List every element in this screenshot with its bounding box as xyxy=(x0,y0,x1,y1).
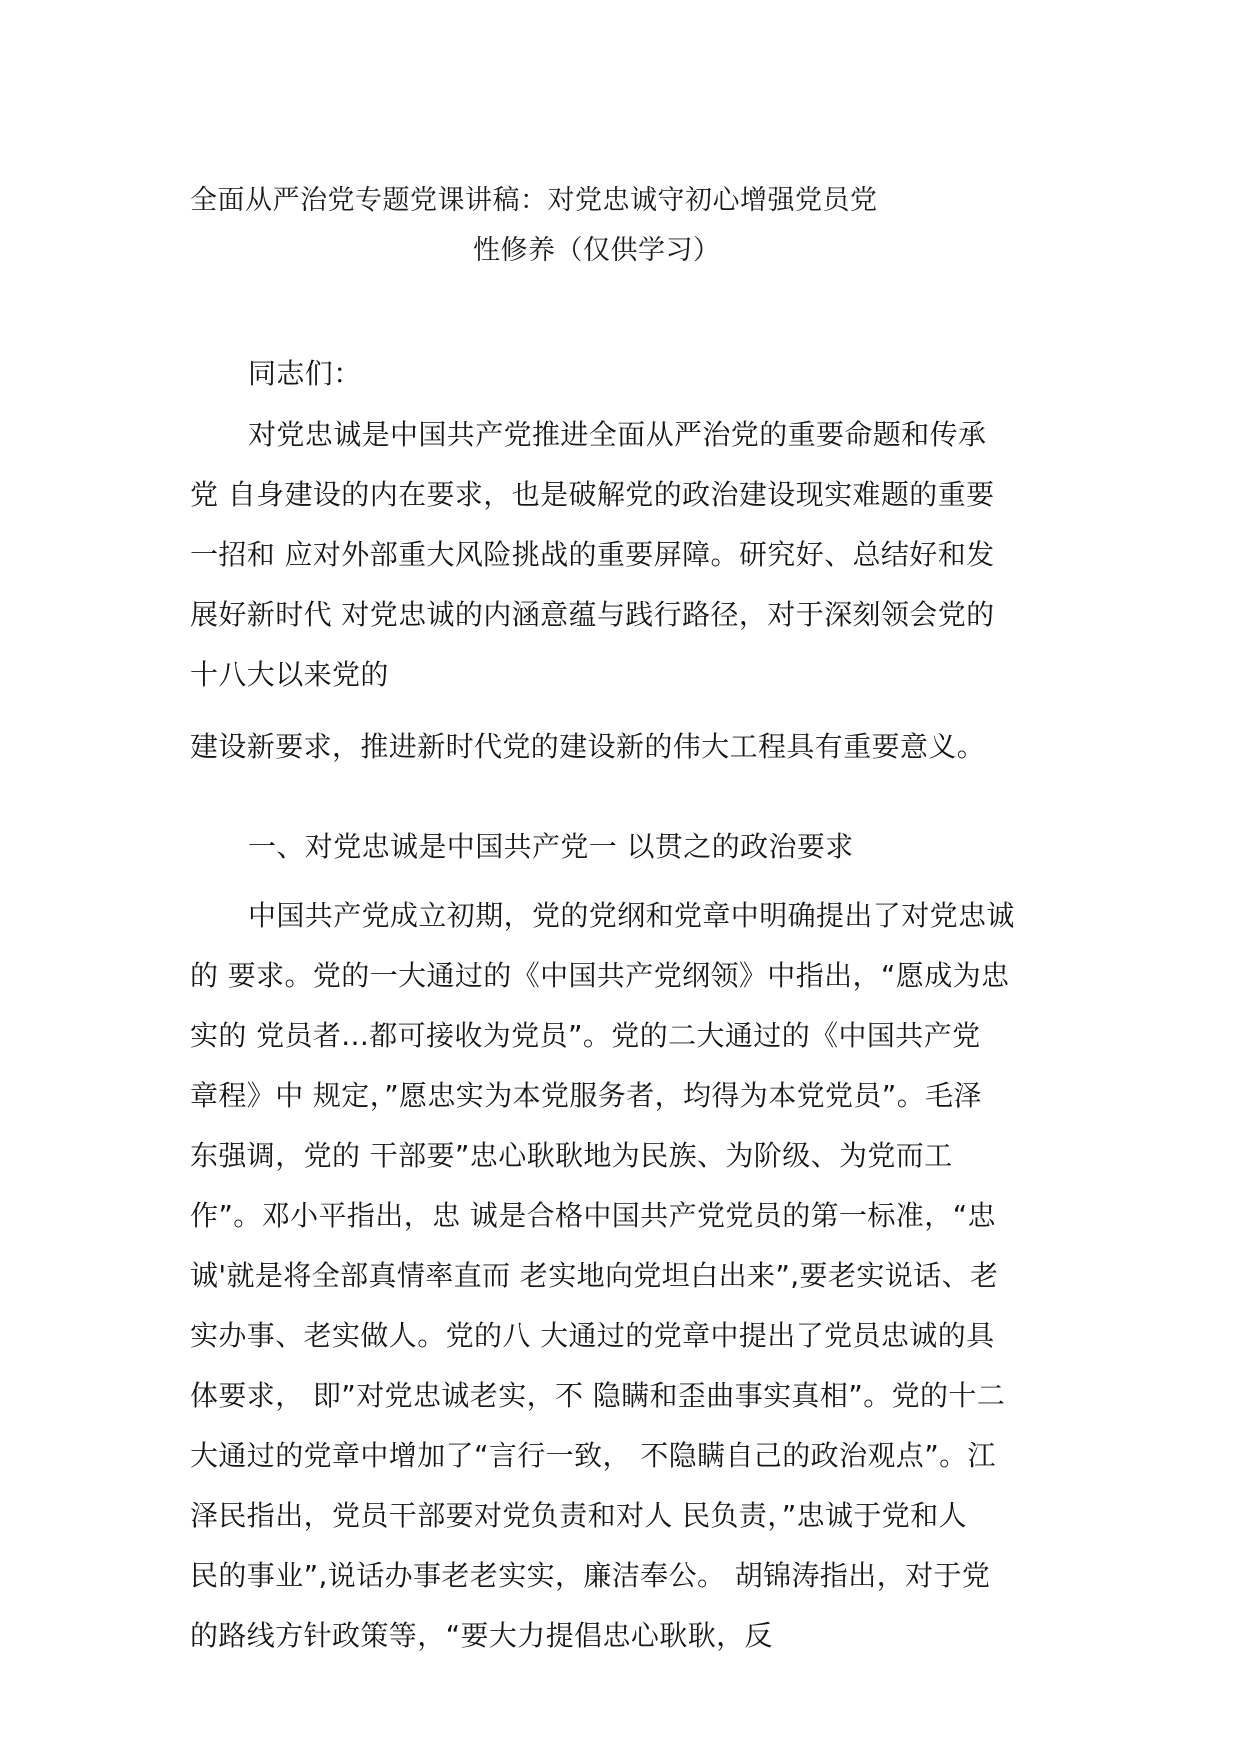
paragraph-2-line: 作”。邓小平指出，忠 诚是合格中国共产党党员的第一标准，“忠 xyxy=(190,1199,996,1232)
paragraph-2-line: 的路线方针政策等，“要大力提倡忠心耿耿，反 xyxy=(190,1619,773,1652)
paragraph-1-line: 一招和 应对外部重大风险挑战的重要屏障。研究好、总结好和发 xyxy=(190,538,995,571)
paragraph-1-line: 党 自身建设的内在要求，也是破解党的政治建设现实难题的重要 xyxy=(190,478,995,511)
paragraph-1-line: 十八大以来党的 xyxy=(190,658,389,691)
paragraph-2-line: 实的 党员者...都可接收为党员”。党的二大通过的《中国共产党 xyxy=(190,1019,981,1052)
section-1-heading: 一、对党忠诚是中国共产党一 以贯之的政治要求 xyxy=(248,830,854,863)
salutation: 同志们： xyxy=(248,357,362,390)
paragraph-2-line: 大通过的党章中增加了“言行一致， 不隐瞒自己的政治观点”。江 xyxy=(190,1439,996,1472)
document-title-line-2: 性修养（仅供学习） xyxy=(473,235,721,266)
paragraph-2-line: 章程》中 规定，”愿忠实为本党服务者，均得为本党党员”。毛泽 xyxy=(190,1079,982,1112)
paragraph-2-line: 实办事、老实做人。党的八 大通过的党章中提出了党员忠诚的具 xyxy=(190,1319,995,1352)
paragraph-1-line: 建设新要求，推进新时代党的建设新的伟大工程具有重要意义。 xyxy=(190,730,986,763)
paragraph-2-line: 中国共产党成立初期，党的党纲和党章中明确提出了对党忠诚 xyxy=(248,899,1015,932)
paragraph-2-line: 体要求， 即”对党忠诚老实，不 隐瞒和歪曲事实真相”。党的十二 xyxy=(190,1379,1006,1412)
paragraph-2-line: 的 要求。党的一大通过的《中国共产党纲领》中指出，“愿成为忠 xyxy=(190,959,1010,992)
paragraph-1-line: 对党忠诚是中国共产党推进全面从严治党的重要命题和传承 xyxy=(248,418,987,451)
paragraph-2-line: 泽民指出，党员干部要对党负责和对人 民负责，”忠诚于党和人 xyxy=(190,1499,968,1532)
paragraph-1-line: 展好新时代 对党忠诚的内涵意蕴与践行路径，对于深刻领会党的 xyxy=(190,598,995,631)
paragraph-2-line: 民的事业”,说话办事老老实实，廉洁奉公。 胡锦涛指出，对于党 xyxy=(190,1559,991,1592)
paragraph-2-line: 东强调，党的 干部要”忠心耿耿地为民族、为阶级、为党而工 xyxy=(190,1139,953,1172)
document-title-line-1: 全面从严治党专题党课讲稿：对党忠诚守初心增强党员党 xyxy=(190,185,878,216)
paragraph-2-line: 诚'就是将全部真情率直而 老实地向党坦白出来”,要老实说话、老 xyxy=(190,1259,999,1292)
